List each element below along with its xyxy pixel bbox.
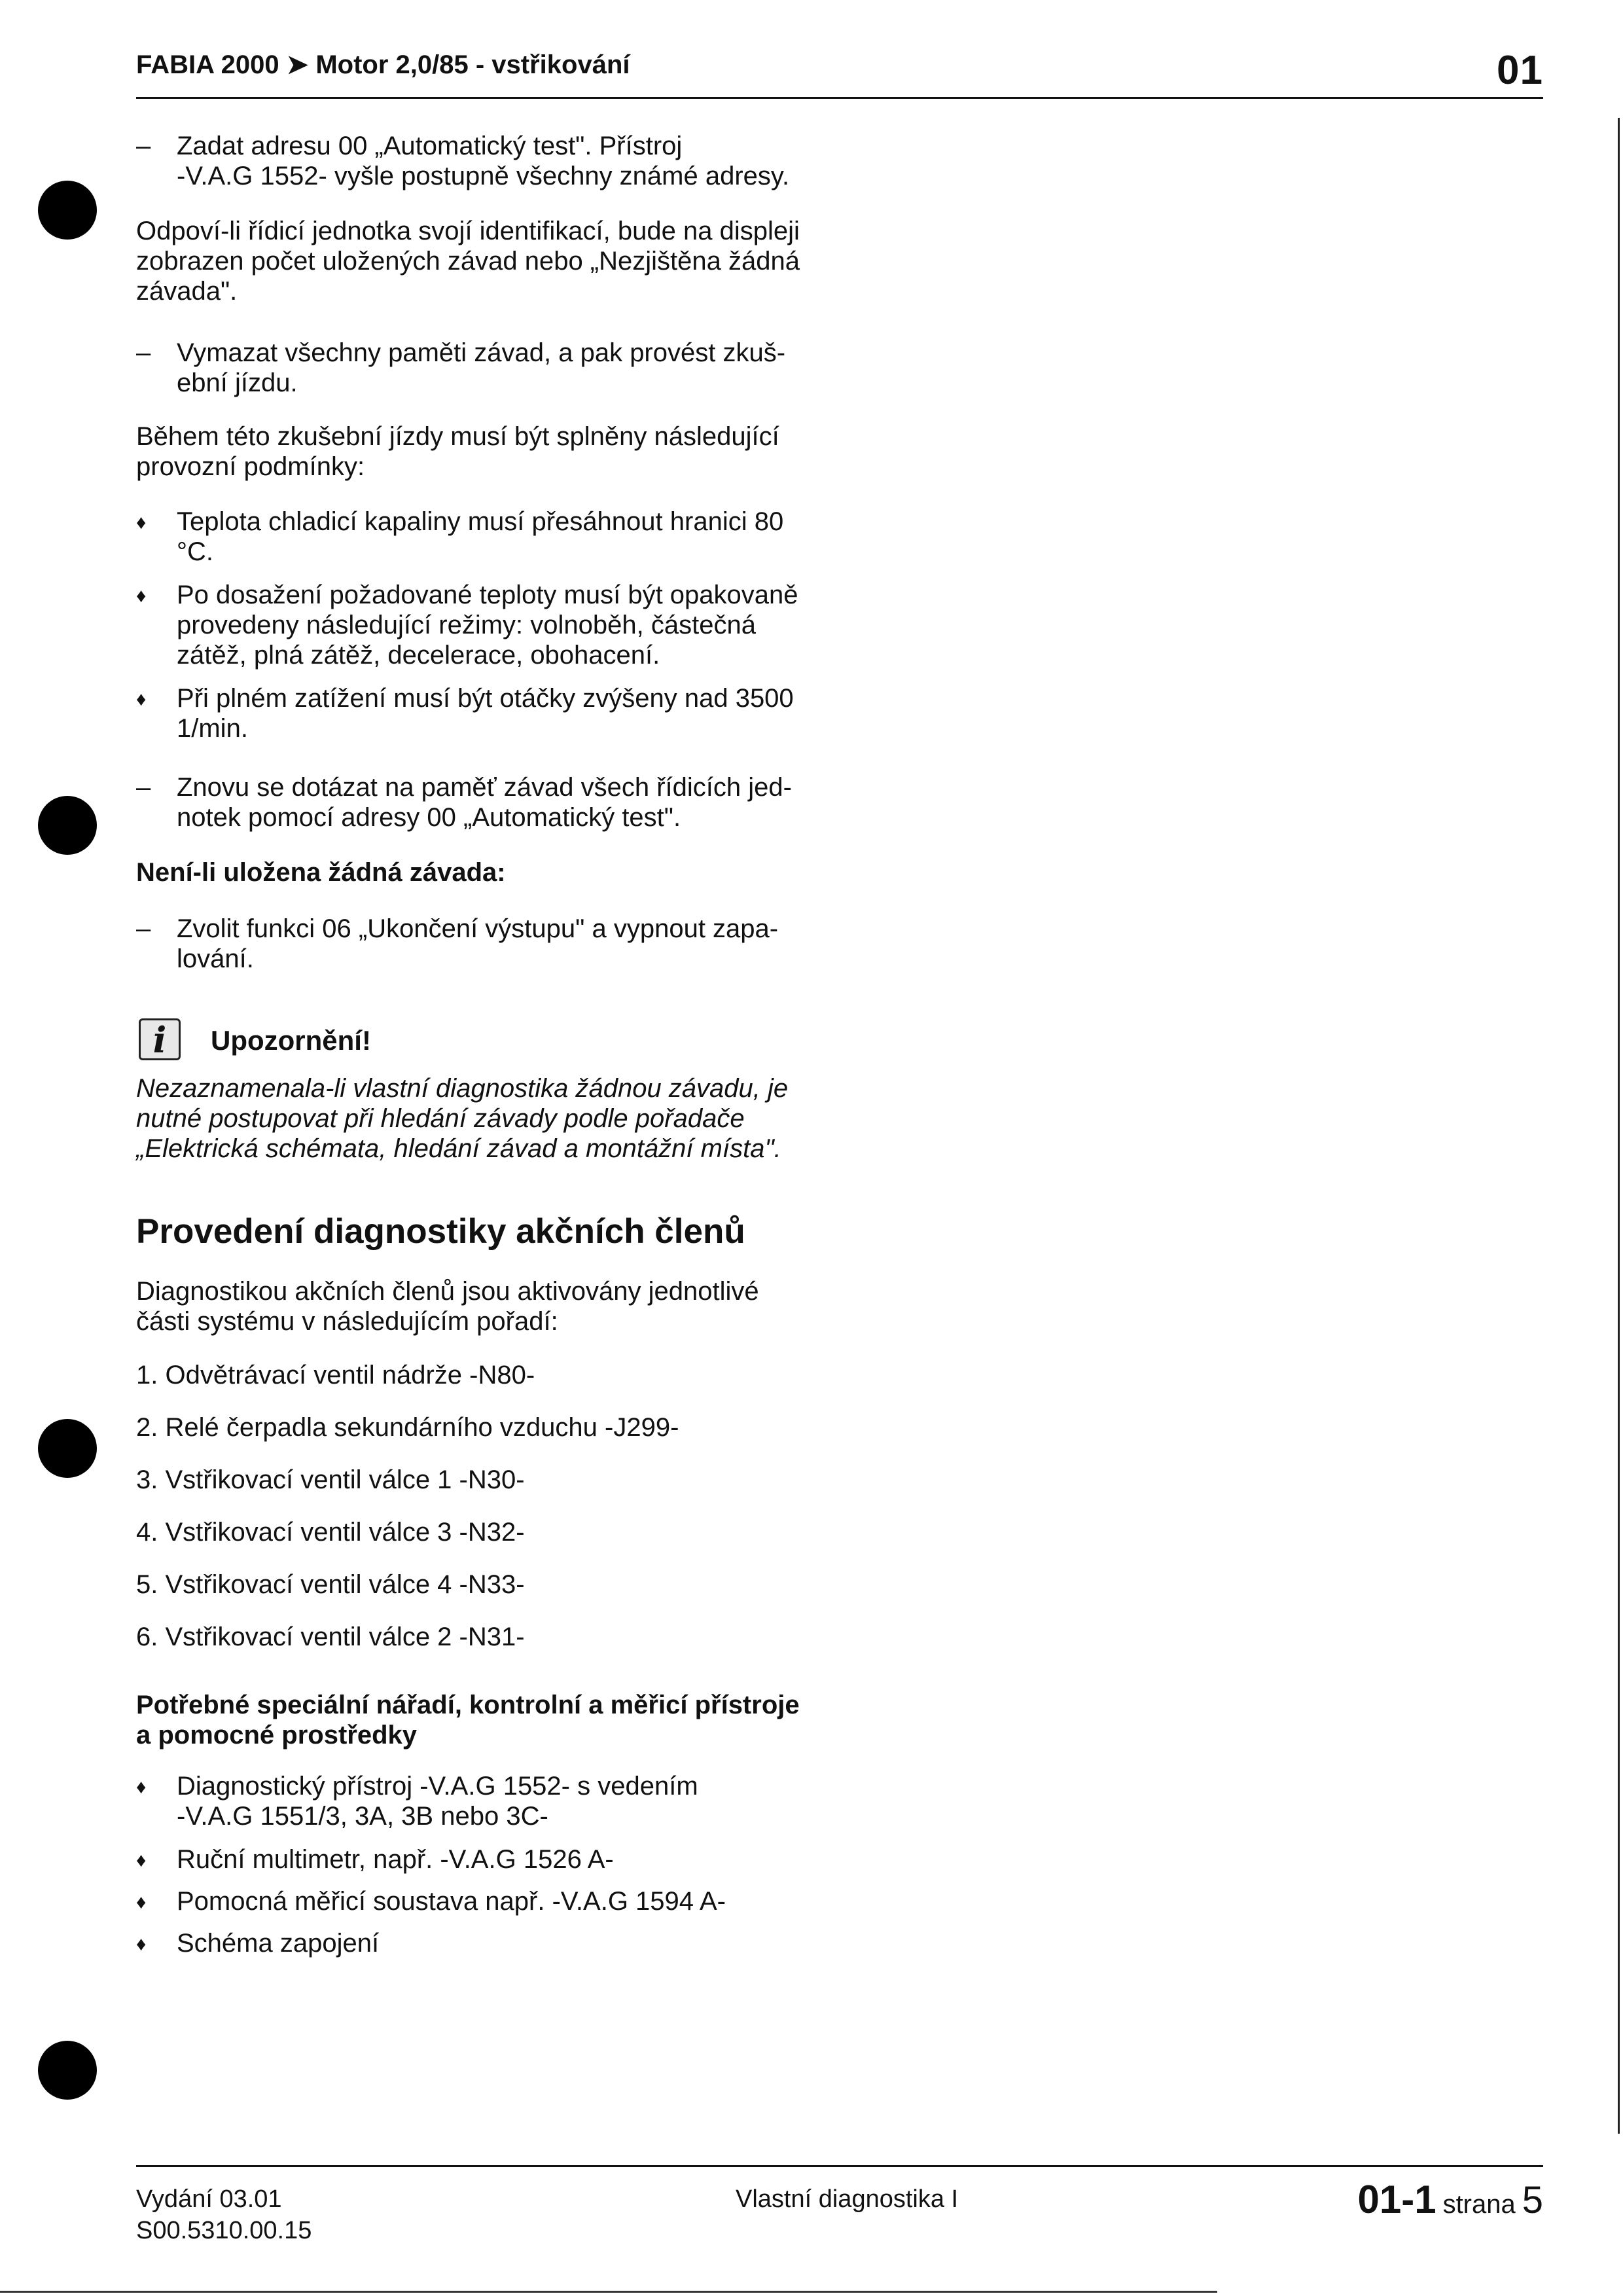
- text-line: -V.A.G 1552- vyšle postupně všechny známé adresy.: [177, 162, 790, 190]
- footer-center: Vlastní diagnostika I: [736, 2185, 959, 2213]
- dash-mark: –: [136, 914, 151, 943]
- text-line: Při plném zatížení musí být otáčky zvýšeny nad 3500: [177, 684, 794, 713]
- dash-item: [136, 914, 830, 974]
- bullet-mark: ♦: [136, 1933, 147, 1955]
- text-line: Teplota chladicí kapaliny musí přesáhnout hranici 80: [177, 507, 784, 536]
- bullet-mark: ♦: [136, 1850, 147, 1871]
- text-line: Odpoví-li řídicí jednotka svojí identifikací, bude na displeji: [136, 217, 800, 245]
- bullet-mark: ♦: [136, 1892, 147, 1913]
- step-item: 3. Vstřikovací ventil válce 1 -N30-: [136, 1465, 525, 1494]
- text-line: Schéma zapojení: [177, 1929, 380, 1958]
- doc-number: S00.5310.00.15: [136, 2217, 312, 2244]
- note-text: [136, 1073, 856, 1164]
- text-line: „Elektrická schémata, hledání závad a montážní místa".: [136, 1134, 781, 1163]
- text-line: zátěž, plná zátěž, decelerace, obohacení.: [177, 641, 660, 670]
- binding-edge: [1618, 118, 1620, 2134]
- text-line: Ruční multimetr, např. -V.A.G 1526 A-: [177, 1845, 614, 1874]
- bullet-item: [136, 507, 830, 567]
- text-line: 1/min.: [177, 714, 248, 743]
- text-line: provedeny následující režimy: volnoběh, částečná: [177, 611, 756, 639]
- edition-text: Vydání 03.01: [136, 2185, 282, 2213]
- step-item: 6. Vstřikovací ventil válce 2 -N31-: [136, 1623, 525, 1651]
- subheading: Není-li uložena žádná závada:: [136, 858, 506, 887]
- text-line: Během této zkušební jízdy musí být splněny následující: [136, 422, 779, 451]
- page-code: 01-1: [1357, 2178, 1436, 2221]
- bullet-item: [136, 683, 830, 744]
- dash-mark: –: [136, 773, 151, 802]
- bullet-item: [136, 1844, 830, 1874]
- text-line: Po dosažení požadované teploty musí být opakovaně: [177, 581, 798, 609]
- step-item: 1. Odvětrávací ventil nádrže -N80-: [136, 1361, 535, 1390]
- info-icon: i: [139, 1018, 181, 1060]
- text-line: provozní podmínky:: [136, 452, 365, 481]
- paragraph: [136, 422, 830, 482]
- punch-hole: [38, 2041, 97, 2100]
- bullet-item: [136, 580, 830, 670]
- text-line: lování.: [177, 944, 254, 973]
- bullet-item: [136, 1928, 830, 1958]
- chapter-number: 01: [1497, 48, 1543, 93]
- dash-item: [136, 338, 830, 398]
- bullet-mark: ♦: [136, 585, 147, 607]
- text-line: Znovu se dotázat na paměť závad všech řídicích jed-: [177, 773, 792, 802]
- text-line: Diagnostikou akčních členů jsou aktivovány jednotlivé: [136, 1277, 759, 1306]
- text-line: Nezaznamenala-li vlastní diagnostika žádnou závadu, je: [136, 1074, 789, 1103]
- scan-edge: [0, 2291, 1217, 2293]
- tools-heading: [136, 1690, 869, 1750]
- punch-hole: [38, 1419, 97, 1478]
- bullet-item: [136, 1771, 830, 1831]
- text-line: Pomocná měřicí soustava např. -V.A.G 1594 A-: [177, 1887, 726, 1916]
- bullet-item: [136, 1886, 830, 1916]
- text-line: části systému v následujícím pořadí:: [136, 1307, 558, 1336]
- text-line: a pomocné prostředky: [136, 1721, 418, 1749]
- text-line: notek pomocí adresy 00 „Automatický test".: [177, 803, 681, 832]
- paragraph: [136, 216, 830, 306]
- text-line: Zadat adresu 00 „Automatický test". Přístroj: [177, 132, 683, 160]
- dash-item: [136, 772, 830, 833]
- step-item: 2. Relé čerpadla sekundárního vzduchu -J299-: [136, 1413, 679, 1442]
- text-line: Potřebné speciální nářadí, kontrolní a měřicí přístroje: [136, 1691, 800, 1719]
- paragraph: [136, 1276, 830, 1336]
- section-title: Provedení diagnostiky akčních členů: [136, 1212, 745, 1251]
- note-title: Upozornění!: [211, 1025, 371, 1056]
- text-line: Diagnostický přístroj -V.A.G 1552- s vedením: [177, 1772, 698, 1801]
- footer-rule: [136, 2165, 1543, 2167]
- footer-left: [136, 2183, 312, 2246]
- text-line: Zvolit funkci 06 „Ukončení výstupu" a vypnout zapa-: [177, 914, 779, 943]
- step-item: 4. Vstřikovací ventil válce 3 -N32-: [136, 1518, 525, 1547]
- text-line: ební jízdu.: [177, 368, 298, 397]
- text-line: nutné postupovat při hledání závady podle pořadače: [136, 1104, 745, 1133]
- text-line: zobrazen počet uložených závad nebo „Nezjištěna žádná: [136, 247, 800, 276]
- header-rule: [136, 97, 1543, 99]
- footer-page: [1357, 2177, 1543, 2222]
- punch-hole: [38, 796, 97, 855]
- text-line: závada".: [136, 277, 238, 306]
- dash-mark: –: [136, 132, 151, 160]
- dash-item: [136, 131, 830, 191]
- bullet-mark: ♦: [136, 512, 147, 533]
- dash-mark: –: [136, 338, 151, 367]
- bullet-mark: ♦: [136, 1776, 147, 1798]
- step-item: 5. Vstřikovací ventil válce 4 -N33-: [136, 1570, 525, 1599]
- text-line: -V.A.G 1551/3, 3A, 3B nebo 3C-: [177, 1802, 548, 1831]
- page-number: 5: [1522, 2179, 1543, 2221]
- text-line: °C.: [177, 537, 213, 566]
- punch-hole: [38, 181, 97, 240]
- page-label: strana: [1442, 2190, 1516, 2219]
- header-title: FABIA 2000 ➤ Motor 2,0/85 - vstřikování: [136, 50, 630, 79]
- text-line: Vymazat všechny paměti závad, a pak provést zkuš-: [177, 338, 786, 367]
- section-heading: [136, 1212, 987, 1251]
- bullet-mark: ♦: [136, 689, 147, 710]
